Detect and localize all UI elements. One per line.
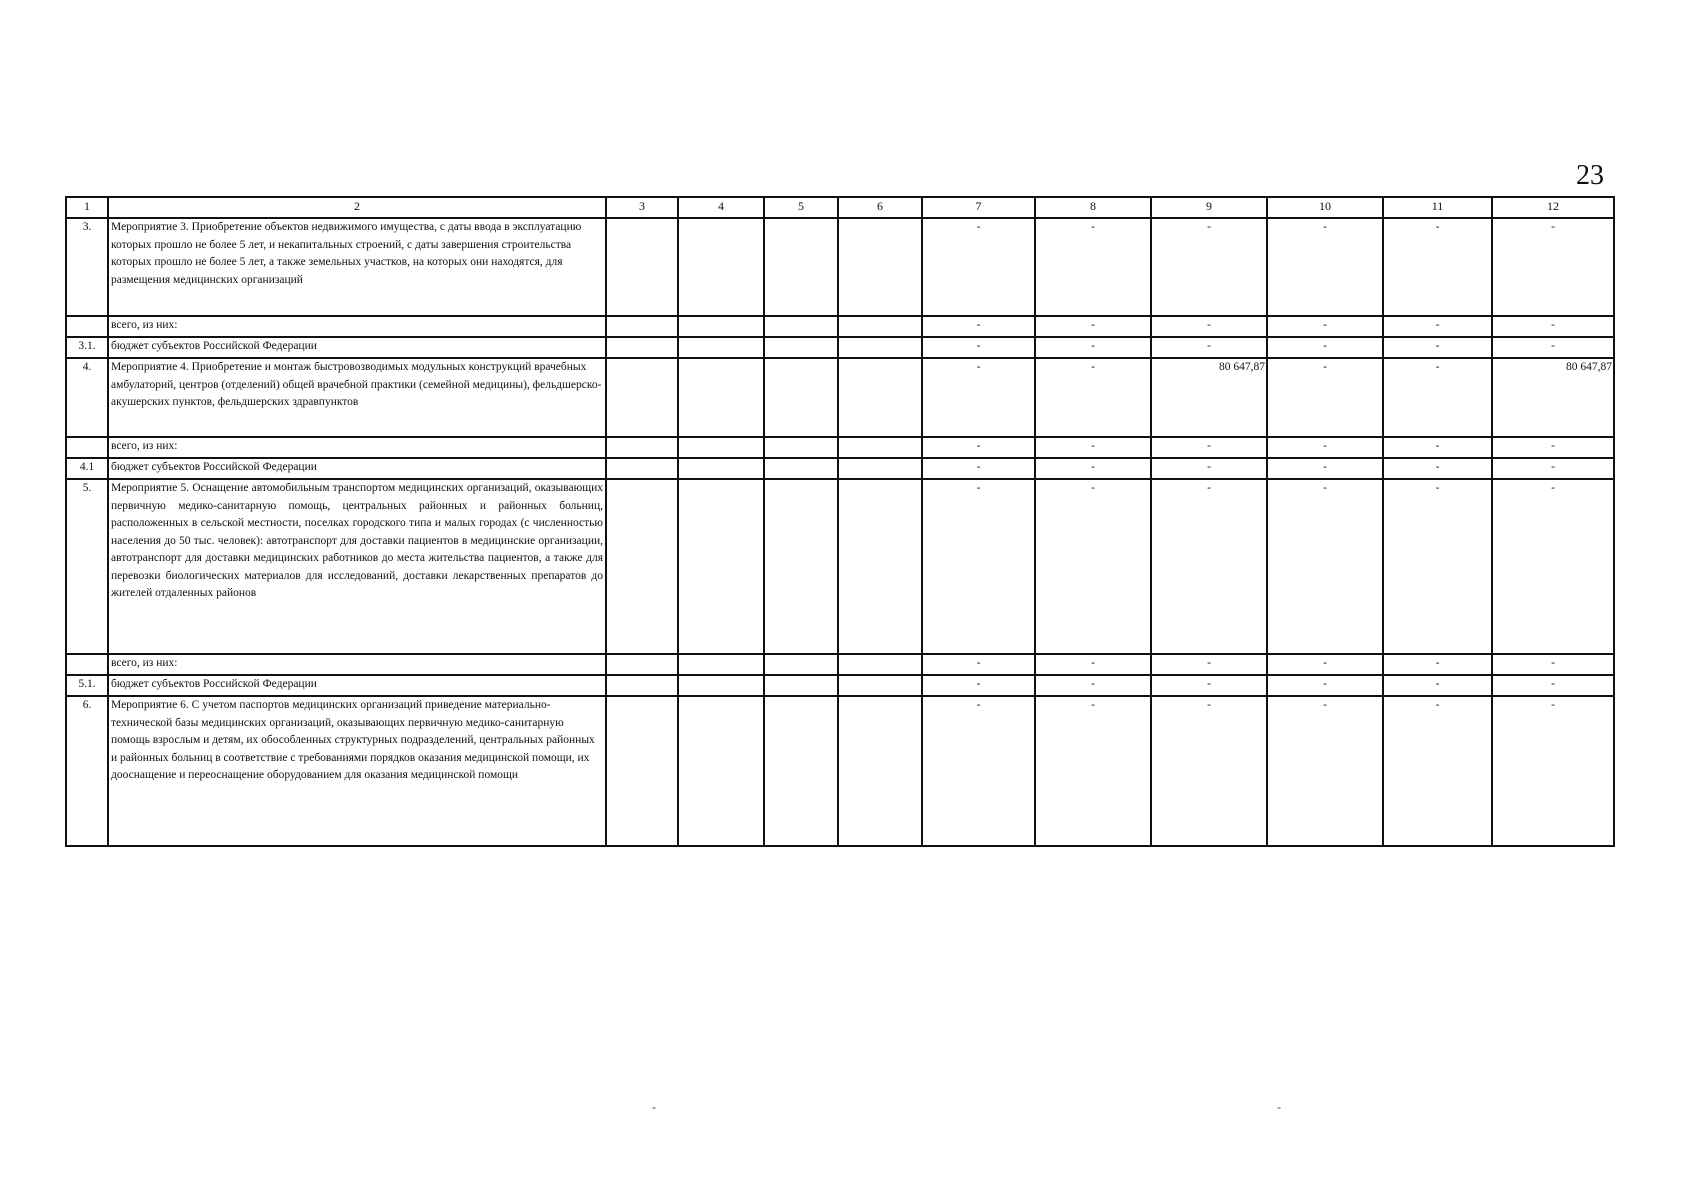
row-number: 6. [66, 696, 108, 846]
value-cell-col-4 [678, 696, 764, 846]
value-cell-col-9: - [1151, 437, 1267, 458]
value-cell-col-10: - [1267, 358, 1383, 437]
value-cell-col-4 [678, 358, 764, 437]
value-cell-col-4 [678, 675, 764, 696]
value-cell-col-10: - [1267, 437, 1383, 458]
header-cell-11: 11 [1383, 197, 1492, 218]
footer-mark-left: - [652, 1100, 656, 1114]
value-cell-col-11: - [1383, 218, 1492, 316]
value-cell-col-6 [838, 675, 922, 696]
value-cell-col-5 [764, 479, 838, 654]
value-cell-col-9: - [1151, 675, 1267, 696]
table-row [66, 654, 1614, 675]
row-number: 3. [66, 218, 108, 316]
value-cell-col-3 [606, 654, 678, 675]
value-cell-col-5 [764, 337, 838, 358]
table-row [66, 316, 1614, 337]
row-description: всего, из них: [108, 654, 606, 675]
row-description: Мероприятие 3. Приобретение объектов недвижимого имущества, с даты ввода в эксплуатацию которых прошло не более 5 лет, и некапитальных строений, с даты завершения строительства которых прошло не более 5 лет, а также земельных участков, на которых они находятся, для размещения медицинских организаций [108, 218, 606, 316]
value-cell-col-7: - [922, 696, 1035, 846]
value-cell-col-7: - [922, 337, 1035, 358]
header-cell-3: 3 [606, 197, 678, 218]
value-cell-col-7: - [922, 218, 1035, 316]
header-cell-5: 5 [764, 197, 838, 218]
value-cell-col-4 [678, 458, 764, 479]
value-cell-col-9: - [1151, 654, 1267, 675]
row-number: 3.1. [66, 337, 108, 358]
value-cell-col-3 [606, 479, 678, 654]
header-cell-4: 4 [678, 197, 764, 218]
value-cell-col-8: - [1035, 696, 1151, 846]
value-cell-col-3 [606, 316, 678, 337]
value-cell-col-12: - [1492, 218, 1614, 316]
value-cell-col-11: - [1383, 479, 1492, 654]
value-cell-col-12: - [1492, 337, 1614, 358]
row-description: бюджет субъектов Российской Федерации [108, 337, 606, 358]
value-cell-col-10: - [1267, 458, 1383, 479]
value-cell-col-9: - [1151, 458, 1267, 479]
value-cell-col-4 [678, 437, 764, 458]
value-cell-col-8: - [1035, 337, 1151, 358]
table-row [66, 358, 1614, 437]
value-cell-col-4 [678, 316, 764, 337]
value-cell-col-12: 80 647,87 [1492, 358, 1614, 437]
value-cell-col-8: - [1035, 358, 1151, 437]
header-cell-12: 12 [1492, 197, 1614, 218]
value-cell-col-11: - [1383, 675, 1492, 696]
value-cell-col-7: - [922, 437, 1035, 458]
value-cell-col-8: - [1035, 479, 1151, 654]
value-cell-col-9: - [1151, 316, 1267, 337]
value-cell-col-10: - [1267, 337, 1383, 358]
row-number: 4.1 [66, 458, 108, 479]
row-number [66, 654, 108, 675]
value-cell-col-7: - [922, 458, 1035, 479]
value-cell-col-5 [764, 696, 838, 846]
row-number [66, 437, 108, 458]
value-cell-col-7: - [922, 316, 1035, 337]
header-cell-7: 7 [922, 197, 1035, 218]
value-cell-col-12: - [1492, 458, 1614, 479]
row-description: всего, из них: [108, 316, 606, 337]
value-cell-col-11: - [1383, 316, 1492, 337]
value-cell-col-12: - [1492, 437, 1614, 458]
value-cell-col-6 [838, 479, 922, 654]
value-cell-col-3 [606, 337, 678, 358]
value-cell-col-11: - [1383, 654, 1492, 675]
value-cell-col-4 [678, 479, 764, 654]
table-row [66, 696, 1614, 846]
value-cell-col-11: - [1383, 337, 1492, 358]
value-cell-col-11: - [1383, 437, 1492, 458]
value-cell-col-12: - [1492, 479, 1614, 654]
row-description: бюджет субъектов Российской Федерации [108, 675, 606, 696]
value-cell-col-10: - [1267, 654, 1383, 675]
row-description: всего, из них: [108, 437, 606, 458]
budget-table [65, 196, 1615, 847]
value-cell-col-8: - [1035, 316, 1151, 337]
value-cell-col-10: - [1267, 218, 1383, 316]
value-cell-col-12: - [1492, 316, 1614, 337]
value-cell-col-10: - [1267, 316, 1383, 337]
value-cell-col-6 [838, 337, 922, 358]
value-cell-col-3 [606, 696, 678, 846]
row-number: 4. [66, 358, 108, 437]
value-cell-col-10: - [1267, 479, 1383, 654]
page-number: 23 [1576, 160, 1604, 191]
value-cell-col-6 [838, 437, 922, 458]
value-cell-col-7: - [922, 654, 1035, 675]
value-cell-col-8: - [1035, 458, 1151, 479]
value-cell-col-9: - [1151, 337, 1267, 358]
table-row [66, 675, 1614, 696]
table-row [66, 218, 1614, 316]
value-cell-col-6 [838, 654, 922, 675]
value-cell-col-8: - [1035, 437, 1151, 458]
value-cell-col-6 [838, 458, 922, 479]
value-cell-col-8: - [1035, 675, 1151, 696]
row-description: Мероприятие 5. Оснащение автомобильным транспортом медицинских организаций, оказывающих первичную медико-санитарную помощь, центральных районных и районных больниц, расположенных в сельской местности, поселках городского типа и малых городах (с численностью населения до 50 тыс. человек): автотранспорт для доставки пациентов в медицинские организации, автотранспорт для доставки медицинских работников до места жительства пациентов, а также для перевозки биологических материалов для исследований, доставки лекарственных препаратов до жителей отдаленных районов [108, 479, 606, 654]
value-cell-col-12: - [1492, 675, 1614, 696]
value-cell-col-6 [838, 696, 922, 846]
value-cell-col-11: - [1383, 358, 1492, 437]
row-number: 5.1. [66, 675, 108, 696]
value-cell-col-6 [838, 316, 922, 337]
value-cell-col-5 [764, 654, 838, 675]
table-row [66, 437, 1614, 458]
header-cell-6: 6 [838, 197, 922, 218]
row-description: Мероприятие 6. С учетом паспортов медицинских организаций приведение материально-технической базы медицинских организаций, оказывающих первичную медико-санитарную помощь взрослым и детям, их обособленных структурных подразделений, центральных районных и районных больниц в соответствие с требованиями порядков оказания медицинской помощи, их дооснащение и переоснащение оборудованием для оказания медицинской помощи [108, 696, 606, 846]
value-cell-col-11: - [1383, 696, 1492, 846]
value-cell-col-4 [678, 337, 764, 358]
value-cell-col-12: - [1492, 696, 1614, 846]
value-cell-col-5 [764, 675, 838, 696]
value-cell-col-11: - [1383, 458, 1492, 479]
value-cell-col-10: - [1267, 675, 1383, 696]
header-cell-10: 10 [1267, 197, 1383, 218]
value-cell-col-7: - [922, 675, 1035, 696]
value-cell-col-12: - [1492, 654, 1614, 675]
value-cell-col-4 [678, 654, 764, 675]
footer-mark-right: - [1277, 1100, 1281, 1114]
value-cell-col-3 [606, 437, 678, 458]
value-cell-col-3 [606, 675, 678, 696]
header-cell-8: 8 [1035, 197, 1151, 218]
table-row [66, 479, 1614, 654]
header-cell-1: 1 [66, 197, 108, 218]
value-cell-col-7: - [922, 358, 1035, 437]
value-cell-col-9: - [1151, 479, 1267, 654]
value-cell-col-5 [764, 316, 838, 337]
value-cell-col-3 [606, 358, 678, 437]
value-cell-col-5 [764, 358, 838, 437]
value-cell-col-9: 80 647,87 [1151, 358, 1267, 437]
value-cell-col-3 [606, 218, 678, 316]
value-cell-col-3 [606, 458, 678, 479]
row-description: Мероприятие 4. Приобретение и монтаж быстровозводимых модульных конструкций врачебных амбулаторий, центров (отделений) общей врачебной практики (семейной медицины), фельдшерско-акушерских пунктов, фельдшерских здравпунктов [108, 358, 606, 437]
table-row [66, 458, 1614, 479]
row-description: бюджет субъектов Российской Федерации [108, 458, 606, 479]
header-cell-9: 9 [1151, 197, 1267, 218]
value-cell-col-9: - [1151, 696, 1267, 846]
header-cell-2: 2 [108, 197, 606, 218]
value-cell-col-6 [838, 218, 922, 316]
table-row [66, 337, 1614, 358]
value-cell-col-5 [764, 458, 838, 479]
value-cell-col-6 [838, 358, 922, 437]
value-cell-col-4 [678, 218, 764, 316]
value-cell-col-5 [764, 218, 838, 316]
value-cell-col-5 [764, 437, 838, 458]
value-cell-col-8: - [1035, 218, 1151, 316]
value-cell-col-7: - [922, 479, 1035, 654]
table-header-row [66, 197, 1614, 218]
value-cell-col-8: - [1035, 654, 1151, 675]
row-number [66, 316, 108, 337]
value-cell-col-10: - [1267, 696, 1383, 846]
value-cell-col-9: - [1151, 218, 1267, 316]
row-number: 5. [66, 479, 108, 654]
